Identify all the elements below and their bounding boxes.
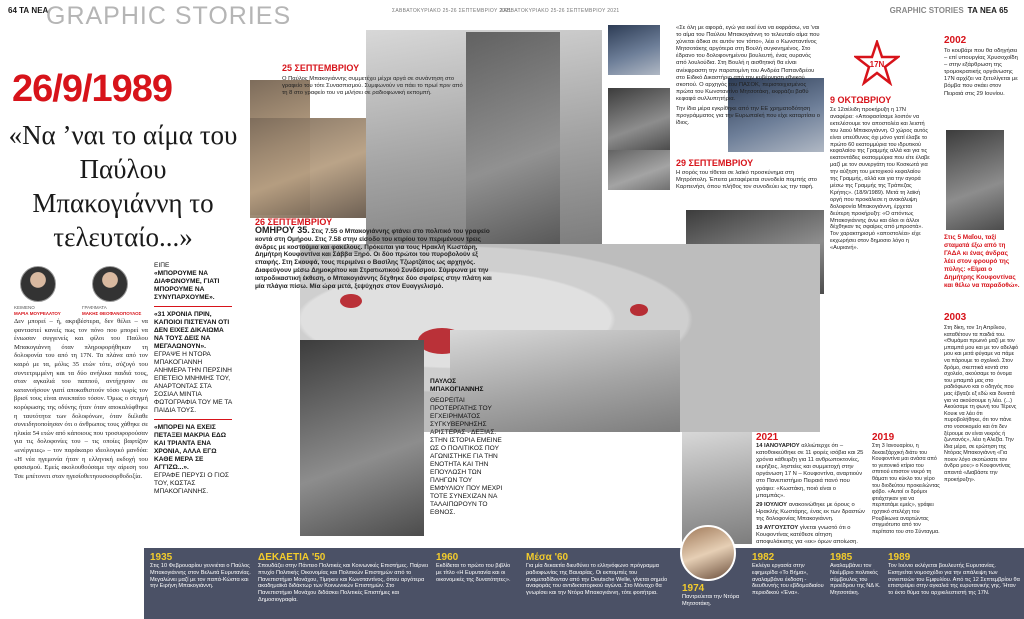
section-title: GRAPHIC STORIES xyxy=(46,2,292,30)
timeline-item: 1985 Αναλαμβάνει τον Νοέμβριο πολιτικός σύμβουλος του προέδρου της ΝΔ Κ. Μητσοτάκη. xyxy=(830,552,881,597)
y2003-block: 2003 Στη δίκη, τον 1η Απρίλιου, καταθέτουν τα παιδιά του. «Θυμάμαι πρωινό μαζί με τον μπαμπά μου και με τον αδελφό μου και μετά φύγαμε να πάμε να πάρουμε το σχολικό. Στον δρόμο, σκεπτικά κοντά στο σχολείο, ακούσαμε το όνομα του μπαμπά μας στο ραδιόφωνο και ο οδηγός που μας έβγαζε εξ εδώ και δυνατά για να ακούσουμε η λέει. (...) Ακούσαμε τη φωνή του Τέρενς Κουικ να λέει ότι πυροβολήθηκε, ότι τον πάνε στο νοσοκομείο και ότι δεν ξέρουμε αν είναι νεκρός ή ζωντανός», λέει η Αλεξία. Την ίδια μέρα, σε ερώτηση της Ντόρας Μπακογιάννη «Για ποιον λόγο σκοτώσατε τον άνδρα μου;» ο Κουφοντίνας απαντά «Διαβάστε την προκήρυξη». xyxy=(944,312,1019,483)
quote-3: «ΜΠΟΡΕΙ ΝΑ ΕΧΕΙΣ ΠΕΤΑΞΕΙ ΜΑΚΡΙΑ ΕΔΩ ΚΑΙ ΤΡΙΑΝΤΑ ΕΝΑ ΧΡΟΝΙΑ, ΑΛΛΑ ΕΓΩ ΚΑΘΕ ΜΕΡΑ ΣΕ ΑΓΓΙΖΩ...». xyxy=(154,424,227,471)
quotes-column xyxy=(154,262,232,496)
y2019-block: 2019 Στη 3 Ιανουαρίου, η δεκαεξάρχική διάτυ του Κουφοντίνα μαι ανάσα από το γειτονικό κτίριο του σπιτιού επιστον νεκρό τη θάματι του κύκλο του γέρο του διοδεύτου προκειλώντας φόβο. «Αυτοί οι δρόμοι φτιάχτηκαν για να περπατάμε εμείς», γράφει ηχητικό στελέχη του Ρουβίκωνα αναρτώντας στιγμιότυπο από τον περίπατο του στο Σύνταγμα. xyxy=(872,432,940,535)
bakoyannis-portrait xyxy=(300,340,424,536)
headline-date: 26/9/1989 xyxy=(12,68,173,110)
illustrator-credit: ΓΡΑΦΙΜΑΤΑ ΜΑΚΗΣ ΘΕΟΦΑΝΟΠΟΥΛΟΣ xyxy=(82,305,142,316)
y2002-block: 2002 Το κουβάρι που θα οδηγήσει – επί υπουργίας Χρυσοχοΐδη – στην εξάρθρωση της τρομοκρατικής οργάνωσης 17Ν αρχίζει να ξετυλίγεται με βόμβα που σκάει στον Πειραιά στις 29 Ιουνίου. xyxy=(944,35,1018,97)
issue-date-left: ΣΑΒΒΑΤΟΚΥΡΙΑΚΟ 25-26 ΣΕΠΤΕΜΒΡΙΟΥ 2021 xyxy=(392,8,512,14)
page-number-right: GRAPHIC STORIES ΤΑ ΝΕΑ 65 xyxy=(889,6,1008,15)
divider xyxy=(154,419,232,420)
timeline-item: 1989 Τον Ιούνιο εκλέγεται βουλευτής Ευρυτανίας. Εισηγείται νομοσχέδιο για την απάλειψη των συνεπειών του Εμφυλίου. Από τις 12 Σεπτεμβρίου θα επιστρέψει στην αγκαλιά της ευρυτανικής γης. Ήταν το έκτο θύμα του αρχικιλεστιστή της 17Ν. xyxy=(888,552,1020,597)
mitsotakis-quote: «Σε όλη με αφορά, εγώ για εκεί ένα να εκφράσω, να 'ναι το αίμα του Παύλου Μπακογιάννη το τελευταίο αίμα που χύνεται άδικα σε αυτόν τον τόπο», λέει ο Κωνσταντίνος Μητσοτάκης αργότερα στη Βουλή συγκινημένος. Στο έδρανο του δολοφονημένου βουλευτή, ένας ουρανός από λουλούδια. Στη Βουλή η αισθητική θα είναι ανέκφραστη την παρατομίνη του Ανδρέα Παπανδρέου στο Ειδικό Δικαστήριο από την κυβέρνηση εθνικού σκοπού. Ο αρχηγός του ΠΑΣΟΚ, περιστοιχισμένος πρώτα του Κωνσταντίνο Μητσοτάκη, εκφράζει βαθύ κεφαφά συλλυπητήρια. Την ίδια μέρα εγκρίθηκε από την ΕΕ χρηματοδότηση προγράμματος για την Ευρωπαϊκή που είχε καταρτίσει ο ίδιος. xyxy=(676,25,821,127)
timeline-item: Μέσα '60 Για μία δεκαετία διευθύνει το ελληνόφωνο πρόγραμμα ραδιοφωνίας της Βαυαρίας. Οι εκπομπές του αναμεταδίδονταν από την Deutsche Welle, γίνεται σημείο αναφοράς του αντιδικτατορικού αγώνα. Στο Μόναχο θα γνωρίσει και την Ντόρα Μπακογιάννη, τότε φοιτήτρια. xyxy=(526,552,668,597)
sep29-block: 29 ΣΕΠΤΕΜΒΡΙΟΥ Η σορός του τίθεται σε λαϊκό προσκύνημα στη Μητρόπολη. Έπειτα μεταφέρεται συνοδεία πομπής στο Καρπενήσι, όπου πλήθος τον συνοδεύει ως την ταφή. xyxy=(676,158,817,191)
quote-2-note: ΕΓΡΑΨΕ Η ΝΤΟΡΑ ΜΠΑΚΟΓΙΑΝΝΗ ΑΝΗΜΕΡΑ ΤΗΝ ΠΕΡΣΙΝΗ ΕΠΕΤΕΙΟ ΜΝΗΜΗΣ ΤΟΥ, ΑΝΑΡΤΟΝΤΑΣ ΣΤΑ ΣΟΣΙΑΛ ΜΙΝΤΙΑ ΦΩΤΟΓΡΑΦΙΑ ΤΟΥ ΜΕ ΤΑ ΠΑΙΔΙΑ ΤΟΥΣ. xyxy=(154,351,232,414)
wedding-photo xyxy=(680,525,736,581)
oct9-block: 9 ΟΚΤΩΒΡΙΟΥ Σε 12σέλιδη προκήρυξη η 17Ν αναφέρει: «Αποφασίσαμε λοιπόν να εκτελέσουμε τον αποστολέα και λειστή του λαού Μπακογιάννη. Ο χώρος αυτός είναι υπεύθυνος όχι μόνο γιατί έλαβε το πρώτο 60 εκατομμύρια του ιδρυτικού κεφαλαίου της Γραμμής αλλά και για τις εκατοντάδες εκατομμύρια που είτε έλαβε μαζί με τον συνεργάτη του Κοσκωτά για την αύξηση του μετοχικού κεφαλαίου της Γραμμής, αλλά και για την αγορά μέσω της Γραμμής της Τράπεζας Κρήτης». (18/9/1989). Μετά τη λαϊκή οργή που προκάλεσε η ανακάλυψη δολοφονία Μπακογιάννη, έρχεται δεύτερη προκήρυξη: «Ο απόντως Μπακογιάννης άνω και όλοι οι άλλοι δέχθηκαν τις σφαίρες από μπροστά». Τον χαρακτηρισμό «αποστολέα» είχε εκχωρήσει στον δημοσιο λόγο η «Αυριανή». xyxy=(830,95,930,252)
illustrator-avatar xyxy=(92,266,128,302)
koufontinas-photo xyxy=(946,130,1004,230)
timeline-item: 1974 Παντρεύεται την Ντόρα Μητσοτάκη. xyxy=(682,583,740,607)
divider xyxy=(154,306,232,307)
17n-star-logo xyxy=(854,40,900,86)
funeral-photo-2 xyxy=(608,150,670,190)
sep25-block: 25 ΣΕΠΤΕΜΒΡΙΟΥ Ο Παύλος Μπακογιάννης συμμετέχει μέχρι αργά σε συνάντηση στο γραφείο του τότε Συνασπισμού. Συμφωνούν να πάει το πρωί πριν από τη 8 στο γραφείο του να μιλήσει σε ραδιοφωνική εκπομπή. xyxy=(282,63,463,97)
headline-quote: «Να ’ναι το αίμα του Παύλου Μπακογιάννη το τελευταίο...» xyxy=(8,120,238,252)
quote-1: «ΜΠΟΡΟΥΜΕ ΝΑ ΔΙΑΦΩΝΟΥΜΕ, ΓΙΑΤΙ ΜΠΟΡΟΥΜΕ ΝΑ ΣΥΝΥΠΑΡΧΟΥΜΕ». xyxy=(154,270,220,301)
author-avatar xyxy=(20,266,56,302)
author-credit: ΚΕΙΜΕΝΟ ΜΑΡΙΑ ΜΟΥΡΕΛΑΤΟΥ xyxy=(14,305,61,316)
timeline-item: ΔΕΚΑΕΤΙΑ '50 Σπουδάζει στην Πάντειο Πολιτικές και Κοινωνικές Επιστήμες. Παίρνει πτυχίο Πολιτικής Οικονομίας και Πολιτικών Επιστημών από το Πανεπιστήμιο Μονάχου, Τίμηκεν και Κωνσταντίνος, όπου αργότερα ακαδημαϊκά διδάκτωρ των Κοινωνικών Επιστημών. Στο Πανεπιστήμιο Μονάχου διδάσκει Πολιτικές Επιστήμες και Δημοσιογραφία. xyxy=(258,552,429,603)
funeral-photo-1 xyxy=(608,88,670,150)
timeline-item: 1982 Εκλέγει εργασία στην εφημερίδα «Το Βήμα», αναλαμβάνει έκδοση - διευθυντής του εβδομαδιαίου περιοδικού «Ένα». xyxy=(752,552,824,597)
quote-intro: ΕΙΠΕ xyxy=(154,262,170,269)
officer-figure xyxy=(466,32,560,244)
issue-date-right: ΣΑΒΒΑΤΟΚΥΡΙΑΚΟ 25-26 ΣΕΠΤΕΜΒΡΙΟΥ 2021 xyxy=(500,8,620,14)
y2021-block: 2021 14 ΙΑΝΟΥΑΡΙΟΥ αλλιώτερχε ότι – κατοθοικεύθηκε σε 11 φορές ισόβια και 25 χρόνια κάθειρξη για 11 ανθρωποκτονίες, εκρήξεις, ληστείες και συμμετοχή στην οργάνωση 17 Ν – Κουφοντίνα, αναρτιούν στο Πανεπιστήμιο Πειραιά πανό που γράφει: «Κωστάκη, ποιό είναι ο μπαμπάς». 29 ΙΟΥΛΙΟΥ ανακοινώθηκε με όρους ο Ηρακλής Κωστάρης, ένας εκ των δραστών της δολοφονίας Μπακογιάννη. 19 ΑΥΓΟΥΣΤΟΥ γίνεται γνωστό ότι ο Κουφοντίνας κατέθεσε αίτηση αποφυλάκισης για «εκ» όρων αποίωση. xyxy=(756,432,865,546)
y2002-caption: Στις 5 Μαΐου, ταξί σταματά έξω από τη ΓΑΔΑ κι ένας άνδρας λέει στον φρουρό της πύλης: «Είμαι ο Δημήτρης Κουφοντίνας και θέλω να παραδοθώ». xyxy=(944,234,1020,289)
profile-block: ΠΑΥΛΟΣ ΜΠΑΚΟΓΙΑΝΝΗΣ ΘΕΩΡΕΙΤΑΙ ΠΡΟΤΕΡΓΑΤΗΣ ΤΟΥ ΕΓΧΕΙΡΗΜΑΤΟΣ ΣΥΓΚΥΒΕΡΝΗΣΗΣ ΑΡΙΣΤΕΡΑΣ - ΔΕΞΙΑΣ. ΣΤΗΝ ΙΣΤΟΡΙΑ ΕΜΕΙΝΕ ΩΣ Ο ΠΟΛΙΤΙΚΟΣ ΠΟΥ ΑΓΩΝΙΣΤΗΚΕ ΓΙΑ ΤΗΝ ΕΝΟΤΗΤΑ ΚΑΙ ΤΗΝ ΕΠΟΥΛΩΣΗ ΤΩΝ ΠΛΗΓΩΝ ΤΟΥ ΕΜΦΥΛΙΟΥ ΠΟΥ ΜΕΧΡΙ ΤΟΤΕ ΣΥΝΕΧΙΖΑΝ ΝΑ ΤΑΛΑΙΠΩΡΟΥΝ ΤΟ ΕΘΝΟΣ. xyxy=(430,378,503,516)
mitsotakis-photo xyxy=(608,25,660,75)
timeline-item: 1960 Εκδίδεται το πρώτο του βιβλίο με τίτλο «Η Ευρυτανία και οι οικονομικές της δυνατότητες». xyxy=(436,552,511,583)
timeline-item: 1935 Στις 10 Φεβρουαρίου γεννιέται ο Παύλος Μπακογιάννης στον Βελωτά Ευρυτανίας. Μεγαλώνει μαζί με τον παπά-Κώστα και την Ειρήνη Μπακογιάννη. xyxy=(150,552,251,590)
page-number-left: 64 ΤΑ ΝΕΑ xyxy=(8,6,49,15)
lead-article-text: Δεν μπορεί – ή, ακριβέστερα, δεν θέλει – να φανταστεί κανείς πως τον πόνο που μπορεί να ένιωσαν συγγενείς και φίλοι του Παύλου Μπακογιάννη όταν πληροφορήθηκαν τη δολοφονία του από τη 17Ν. Τα πλάνα από τον καιρό με τα, μόλις 35 ετών τότε, σύζυγό του συντετριμμένη και τα δύο ανήλικα παιδιά τους, σταν αγκαλιά του παππού, αντήχησαν σε κατανοήσουν γιατί αποκαθιστούν τόσο νωρίς τον βρισί τους είναι ανεκπαίτο τόσον. Όμως ο στιγμή κορύφωσης της οδύνης ήταν όταν αποκαλύφθηκε η ταυτότητα των δολοφόνων, όταν διέλαθε συνειδητοποίησαν ότι ο άνθρωπος τους χάθηκε σε ηλικία 54 ετών από κάποιους που τροσυφορούσαν για τις δολοφονίες του – τις οποίες βαφτίζαν «ενέργειες» – τον παράκαιρο ιδεολογικό μανδύα: «Η νέα ηγεμονία ήταν η ελληνική εκδοχή του φασισμού. Εμείς ακολουθούσαμε την αίρεση του Τσε μπέτονιτι σταν ηγεσίοθετηουσοσορθοδοξία. xyxy=(14,318,148,480)
sep26-block: 26 ΣΕΠΤΕΜΒΡΙΟΥ ΟΜΗΡΟΥ 35. Στις 7.55 ο Μπακογιάννης φτάνει στο πολιτικό του γραφείο κοντά στη Ομήρου. Στις 7.58 στην είσοδο του κτιρίου τον περιμένουν τρεις άνδρες με κοστούμια και φακέλους. Πρόκειται για τους Ηρακλή Κωστάρη, Δημήτρη Κουφοντίνα και Σάββα Ξηρό. Οι δύο πρώτοι του πυροβολούν εξ επαφής. Στη Σκουφά, τους περιμένει ο Βασίλης Τζωρτζάτος ως αρχηγός. Διαφεύγουν μέσω Δημοκρίτου και Στρατιωτικού Συνδέσμου. Σύμφωνα με την ιατροδικαστική έκθεση, ο Μπακογιάννης δέχθηκε δύο σφαίρες στην πλάτη και μία πλάγια πίσω. Μία ώρα μετά, ξεψύχησε στον Ευαγγελισμό. xyxy=(255,217,492,290)
svg-text:17N: 17N xyxy=(869,60,885,69)
quote-3-note: ΕΓΡΑΦΕ ΠΕΡΥΣΙ Ο ΓΙΟΣ ΤΟΥ, ΚΩΣΤΑΣ ΜΠΑΚΟΓΙΑΝΝΗΣ. xyxy=(154,472,229,495)
quote-2: «31 ΧΡΟΝΙΑ ΠΡΙΝ, ΚΑΠΟΙΟΙ ΠΙΣΤΕΥΑΝ ΟΤΙ ΔΕΝ ΕΙΧΕΣ ΔΙΚΑΙΩΜΑ ΝΑ ΤΟΥΣ ΔΕΙΣ ΝΑ ΜΕΓΑΛΩΝΟΥΝ». xyxy=(154,311,230,350)
